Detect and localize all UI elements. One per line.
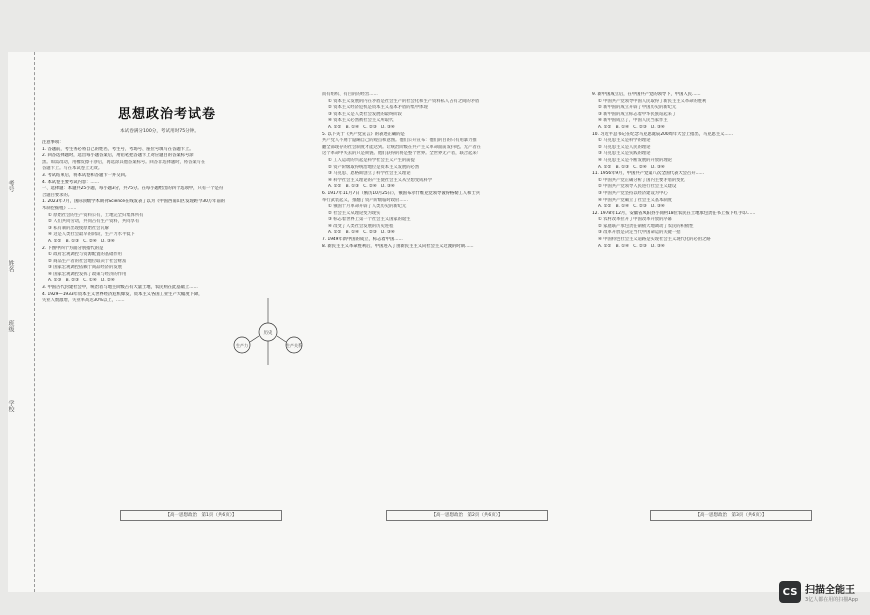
text-line: 1. 2023年7月，国际顶级学术期刊Science在线发表了以为《中国西南山区发现距今30万年前的	[42, 199, 226, 205]
text-line: ② 家庭联产承包责任制极大地调动了农民的积极性	[598, 223, 694, 229]
column-3	[592, 92, 857, 250]
text-line: 9. 新中国成立后，在中国共产党的领导下，中国人民……	[592, 92, 701, 97]
text-line: A. ①② B. ①④ C. ②③ D. ③④	[598, 243, 665, 249]
text-line: ① 中国共产党领导中国人民取得了新民主主义革命的胜利	[598, 98, 707, 104]
text-line: ③ 改革开放是决定当代中国命运的关键一招	[598, 230, 681, 236]
scanner-name: 扫描全能王	[805, 585, 856, 596]
text-line: A. ①② B. ①④ C. ②③ D. ③④	[598, 124, 665, 130]
flow-diagram	[228, 290, 308, 370]
text-line: ③ 马克思、恩格斯创立了科学社会主义理论	[328, 171, 411, 177]
text-line: ③ 马克思主义是实践的理论	[598, 151, 651, 157]
text-line: 这个革命中失去的只是锁链。他们获得的将是整个世界。全世界无产者，联合起来！	[322, 151, 481, 157]
scanner-tagline: 3亿人都在用的扫描App	[805, 597, 858, 603]
text-line: ① 政府宏观调控与资源配置的基础作用	[48, 252, 122, 258]
margin-label-3: 班级	[7, 320, 14, 332]
text-line: ② 资本主义经济危机是资本主义基本矛盾的集中体现	[328, 105, 428, 111]
text-line: 木制挖掘棍》……	[42, 205, 77, 211]
exam-title: 思想政治考试卷	[118, 107, 217, 122]
column-1	[42, 140, 297, 305]
text-line: ② 中国共产党领导人民进行社会主义建设	[598, 184, 677, 190]
text-line: ③ 标志着世界上第一个社会主义国家的诞生	[328, 217, 411, 223]
text-line: ④ 这是人类社会最早的阶段，生产力水平低下	[48, 232, 135, 238]
diagram-left: 生产力	[236, 343, 248, 348]
text-line: 举行武装起义，推翻了资产阶级临时政府……	[322, 197, 408, 203]
text-line: ② 新中国的成立开辟了中国历史的新纪元	[598, 105, 677, 111]
text-line: 答题卡上。写在本试卷上无效。	[42, 166, 103, 172]
text-line: ① 中国共产党正确分析了国内主要矛盾的变化	[598, 177, 685, 183]
text-line: A. ①③ B. ②③ C. ①④ D. ②④	[48, 278, 115, 284]
text-line: 6. 1917年11月7日（俄历10月25日），俄国布尔什维克党领导彼得格勒工人和士兵	[322, 190, 480, 196]
text-line: ③ 国家宏观调控依赖于商品经济的发展	[48, 265, 122, 271]
text-line: 共产党人不屑于隐瞒自己的观点和意图。他们公开宣布：他们的目的只有用暴力推	[322, 138, 477, 144]
exam-subtitle: 本试卷满分100分，考试用时75分钟。	[120, 129, 199, 134]
text-line: 3. 中国古代封建社会中，统治者与地主阶级占有大量土地，农民则在此基础上……	[42, 285, 198, 291]
text-line: ③ 新中国的成立标志着中华民族站起来了	[598, 111, 677, 117]
text-line: 2. 回答选择题时，选出每小题答案后，用铅笔把答题卡上对应题目的答案标号涂	[42, 153, 194, 159]
text-line: ④ 科学社会主义理论的产生使社会主义从空想变成科学	[328, 177, 433, 183]
margin-label-2: 姓名	[7, 260, 14, 272]
text-line: ① 资本主义发展的内在矛盾是社会生产的社会化和生产资料私人占有之间的矛盾	[328, 98, 480, 104]
text-line: ② 马克思主义是人民的理论	[598, 144, 651, 150]
text-line: 失业人数激增，失业率高达30%以上，……	[42, 298, 125, 304]
text-line: 7. 1949年新中国的成立，标志着中国……	[322, 237, 403, 243]
text-line: 黑。如需改动，用橡皮擦干净后，再选涂其他答案标号。回答非选择题时，将答案写在	[42, 159, 206, 165]
text-line: 3. 考试结束后，将本试卷和答题卡一并交回。	[42, 172, 130, 178]
text-line: ① 俄国十月革命开辟了人类历史的新纪元	[328, 204, 407, 210]
text-line: ② 商品生产者的社会地位取决于社会财富	[48, 258, 127, 264]
text-line: 合题目要求的。	[42, 192, 73, 198]
page-footer-1: 【高一思想政治 第1页（共6页）】	[120, 510, 282, 521]
margin-label-4: 学校	[7, 400, 14, 412]
text-line: ④ 改变了人类社会发展的历史进程	[328, 223, 394, 229]
text-line: ③ 私有制的出现使原始社会瓦解	[48, 225, 110, 231]
text-line: ② 资产阶级取得统治地位是资本主义发展的必然	[328, 164, 420, 170]
page-footer-3: 【高一思想政治 第3页（共6页）】	[650, 510, 812, 521]
text-line: 8. 新民主主义革命胜利后，中国进入了由新民主主义向社会主义过渡的时期……	[322, 243, 474, 249]
text-line: 而有组织、有目的的经营……	[322, 92, 378, 97]
text-line: ① 工人运动的兴起是科学社会主义产生的前提	[328, 157, 415, 163]
page-footer-2: 【高一思想政治 第2页（共6页）】	[386, 510, 548, 521]
text-line: ② 人们共同劳动，共同占有生产资料，共同享有	[48, 219, 140, 225]
text-line: 2. 下图中四个方面分别指代的是	[42, 245, 104, 251]
text-line: 11. 1956年9月，中国共产党第八次全国代表大会召开……	[592, 171, 705, 177]
scanner-logo-icon: CS	[779, 581, 801, 603]
text-line: A. ①② B. ①③ C. ②④ D. ③④	[328, 184, 395, 190]
text-line: ④ 中国共产党确立了社会主义基本制度	[598, 197, 672, 203]
text-line: A. ①② B. ①④ C. ②③ D. ③④	[598, 204, 665, 210]
text-line: 注意事项：	[42, 140, 64, 145]
text-line: ③ 中国共产党坚持以经济建设为中心	[598, 190, 668, 196]
text-line: ① 马克思主义是科学的理论	[598, 138, 651, 144]
text-line: A. ①② B. ①④ C. ②③ D. ③④	[328, 124, 395, 130]
text-line: A. ①② B. ①③ C. ②④ D. ③④	[48, 238, 115, 244]
text-line: ④ 国家宏观调控发挥了政策与经济的作用	[48, 271, 127, 277]
column-2	[322, 92, 582, 250]
text-line: ④ 新中国成立了，中国人民当家作主	[598, 118, 668, 124]
text-line: ④ 中国特色社会主义道路是实现社会主义现代化的必由之路	[598, 237, 711, 243]
text-line: ① 农村改革拉开了中国改革开放的序幕	[598, 217, 672, 223]
text-line: 翻全部现存的社会制度才能达到。让统治阶级在共产主义革命面前发抖吧。无产者在	[322, 144, 481, 150]
diagram-center: 历史	[263, 331, 273, 336]
text-line: 一、选择题：本题共25小题，每小题3分，共75分。在每小题给出的四个选项中，只有一个是符	[42, 186, 224, 192]
scanner-watermark	[779, 581, 858, 603]
text-line: ③ 资本主义是人类社会发展的最终阶段	[328, 111, 402, 117]
text-line: ④ 资本主义必然被社会主义所取代	[328, 118, 394, 124]
text-line: ① 原始社会的生产资料公有，土地完全归集体所有	[48, 212, 144, 218]
text-line: A. ①② B. ①③ C. ②④ D. ③④	[598, 164, 665, 170]
text-line: 4. 1929—1933年资本主义世界经济危机爆发，资本主义各国工业生产大幅度下降，	[42, 291, 203, 297]
text-line: A. ①② B. ①④ C. ②③ D. ③④	[328, 230, 395, 236]
text-line: 10. 习近平总书记在纪念马克思诞辰200周年大会上指出，马克思主义……	[592, 131, 734, 137]
diagram-right: 生产关系	[286, 343, 302, 348]
text-line: 12. 1978年12月，安徽省凤阳县小岗村18位农民在土地承包责任书上按下红手印……	[592, 210, 756, 216]
text-line: 5. 以下关于《共产党宣言》的表述正确的是	[322, 131, 405, 137]
margin-label-1: 考号	[7, 180, 14, 192]
text-line: 1. 答题前，考生务必将自己的姓名、考生号、考场号、座位号填写在答题卡上。	[42, 146, 194, 152]
text-line: 4. 本试卷主要考试内容：……	[42, 179, 100, 185]
text-line: ④ 马克思主义是不断发展的开放的理论	[598, 157, 672, 163]
text-line: ② 社会主义从理论变为现实	[328, 210, 381, 216]
